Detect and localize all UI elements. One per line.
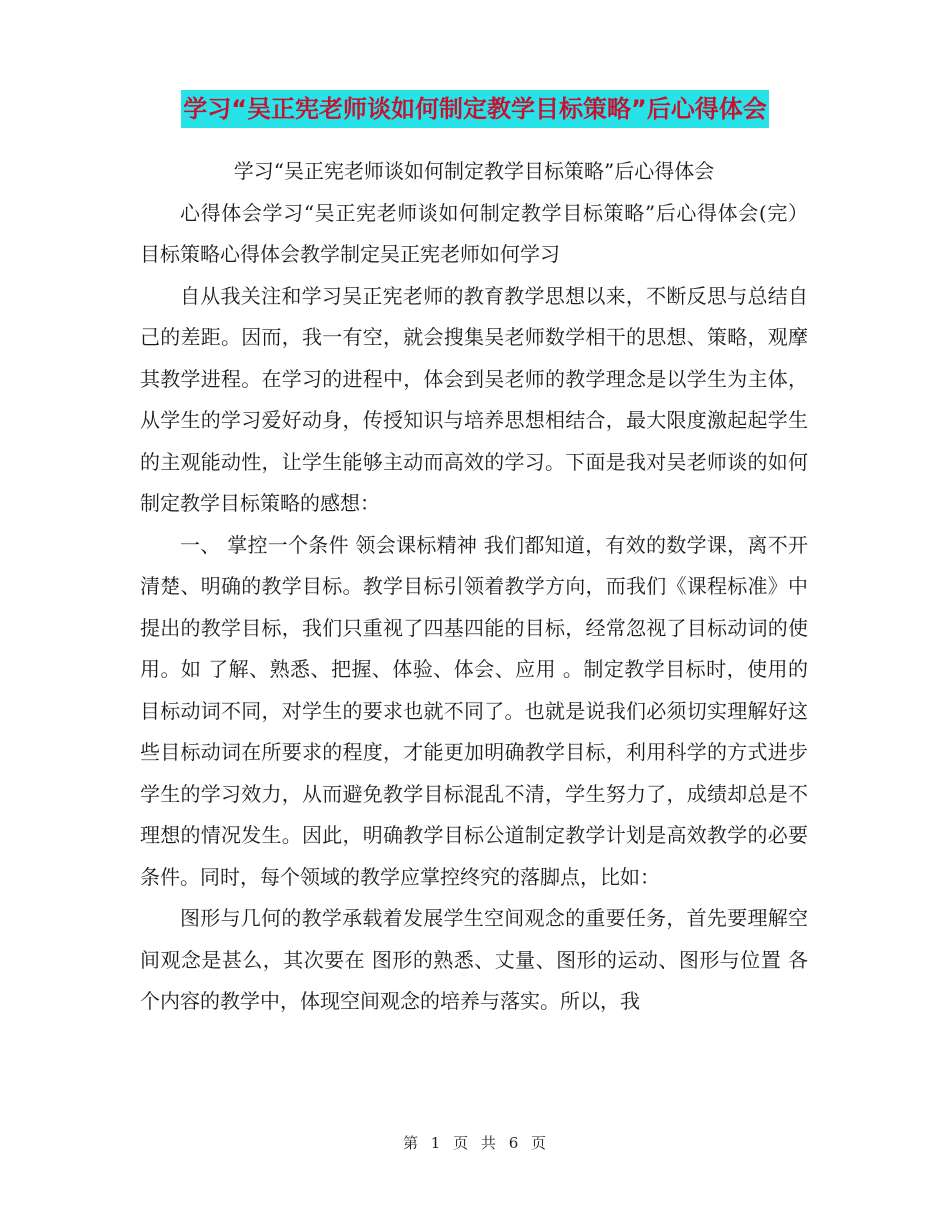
document-body bbox=[140, 151, 808, 1023]
document-title: 学习“吴正宪老师谈如何制定教学目标策略”后心得体会 bbox=[181, 90, 769, 128]
footer-total-label: 共 bbox=[480, 1134, 497, 1152]
footer-page-number: 1 bbox=[430, 1134, 442, 1152]
footer-page-label: 页 bbox=[453, 1134, 470, 1152]
paragraph-keywords: 心得体会学习“吴正宪老师谈如何制定教学目标策略”后心得体会(完）目标策略心得体会教学制定吴正宪老师如何学习 bbox=[140, 200, 808, 266]
title-wrapper bbox=[0, 90, 950, 128]
footer-total-pages: 6 bbox=[508, 1134, 520, 1152]
footer-prefix: 第 bbox=[402, 1134, 419, 1152]
footer-total-suffix: 页 bbox=[531, 1134, 548, 1152]
paragraph-geometry: 图形与几何的教学承载着发展学生空间观念的重要任务，首先要理解空间观念是甚么，其次要在 图形的熟悉、丈量、图形的运动、图形与位置 各个内容的教学中，体现空间观念的培养与落实。所以，我 bbox=[140, 906, 808, 1013]
page-footer bbox=[0, 1132, 950, 1153]
document-subtitle: 学习“吴正宪老师谈如何制定教学目标策略”后心得体会 bbox=[233, 159, 715, 183]
paragraph-intro: 自从我关注和学习吴正宪老师的教育教学思想以来，不断反思与总结自己的差距。因而，我一有空，就会搜集吴老师数学相干的思想、策略，观摩其教学进程。在学习的进程中，体会到吴老师的教学理念是以学生为主体，从学生的学习爱好动身，传授知识与培养思想相结合，最大限度激起起学生的主观能动性，让学生能够主动而高效的学习。下面是我对吴老师谈的如何制定教学目标策略的感想： bbox=[140, 283, 808, 515]
paragraph-section-one: 一、 掌控一个条件 领会课标精神 我们都知道，有效的数学课，离不开清楚、明确的教学目标。教学目标引领着教学方向，而我们《课程标准》中提出的教学目标，我们只重视了四基四能的目标，经常忽视了目标动词的使用。如 了解、熟悉、把握、体验、体会、应用 。制定教学目标时，使用的目标动词不同，对学生的要求也就不同了。也就是说我们必须切实理解好这些目标动词在所要求的程度，才能更加明确教学目标，利用科学的方式进步学生的学习效力，从而避免教学目标混乱不清，学生努力了，成绩却总是不理想的情况发生。因此，明确教学目标公道制定教学计划是高效教学的必要条件。同时，每个领域的教学应掌控终究的落脚点，比如： bbox=[140, 532, 808, 889]
